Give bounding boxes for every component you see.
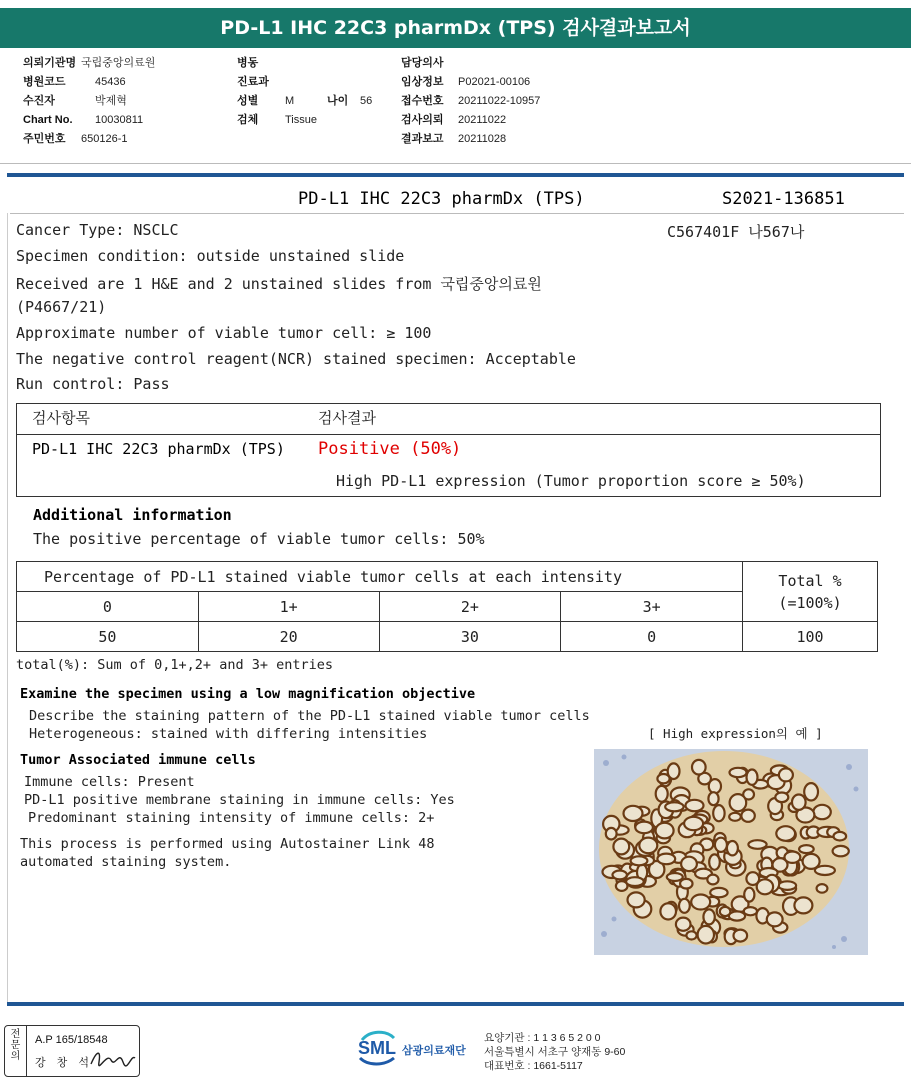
process-line-2: automated staining system.: [20, 854, 232, 870]
intensity-2-header: 2+: [379, 592, 561, 622]
result-box-divider: [17, 434, 880, 435]
stained-cell: [626, 877, 644, 886]
header-divider: [0, 163, 911, 164]
stained-cell: [692, 760, 706, 775]
report-date-value: 20211028: [458, 133, 507, 145]
clinical-info-label: 임상정보: [401, 76, 444, 88]
resident-no-label: 주민번호: [23, 133, 66, 145]
pathologist-stamp: [4, 1025, 140, 1077]
stamp-vertical-label: [5, 1026, 27, 1076]
hospital-code-label: 병원코드: [23, 76, 66, 88]
stained-cell: [686, 800, 704, 811]
stained-cell: [624, 806, 643, 821]
run-control: Run control: Pass: [16, 375, 170, 393]
stained-cell: [665, 802, 683, 811]
stained-cell: [676, 918, 691, 931]
stained-cell: [775, 793, 788, 803]
stained-cell: [713, 805, 724, 821]
process-line-1: This process is performed using Autostainer Link 48: [20, 836, 435, 852]
result-header-item: 검사항목: [32, 409, 90, 427]
patient-label: 수진자: [23, 95, 55, 107]
stained-cell: [813, 805, 830, 819]
header-col-2: [237, 54, 372, 130]
intensity-0-header: 0: [17, 592, 199, 622]
bottom-rule-bar: [7, 1002, 904, 1006]
sml-logo-name: 삼광의료재단: [402, 1044, 466, 1057]
stained-cell: [656, 823, 674, 839]
stained-cell: [804, 783, 818, 800]
stained-cell: [656, 786, 668, 802]
stained-cell: [779, 768, 793, 781]
stained-cell: [613, 839, 629, 855]
specimen-value: Tissue: [285, 114, 317, 126]
age-value: 56: [360, 95, 373, 107]
stained-cell: [815, 866, 835, 875]
intensity-0-value: 50: [17, 622, 199, 652]
table-note: total(%): Sum of 0,1+,2+ and 3+ entries: [16, 657, 333, 673]
left-margin-rule: [7, 213, 8, 1003]
viable-tumor-cells: Approximate number of viable tumor cell: ≥ 100: [16, 324, 432, 342]
clinical-info-value: P02021-00106: [458, 76, 531, 88]
resident-no-value: 650126-1: [81, 133, 128, 145]
stained-cell: [747, 770, 758, 785]
stained-cell: [767, 912, 783, 926]
footer-line-3: 대표번호 : 1661-5117: [484, 1060, 583, 1072]
footer-line-2: 서울특별시 서초구 양재동 9-60: [484, 1046, 626, 1058]
receipt-no-label: 접수번호: [401, 95, 444, 107]
sml-logo: [356, 1030, 466, 1070]
stained-cell: [691, 895, 710, 910]
stained-cell: [709, 779, 721, 793]
received-slides: Received are 1 H&E and 2 unstained slides from 국립중앙의료원: [16, 275, 542, 293]
header-col-3: [401, 54, 540, 149]
examine-heading: Examine the specimen using a low magnification objective: [20, 686, 476, 702]
footer-line-1: 요양기관 : 1 1 3 6 5 2 0 0: [484, 1032, 601, 1044]
receipt-no-value: 20211022-10957: [458, 95, 541, 107]
stained-cell: [616, 881, 628, 891]
specimen-codes: C567401F 나567나: [667, 223, 805, 241]
result-positive: Positive (50%): [318, 439, 462, 459]
stained-cell: [833, 846, 849, 856]
total-header-cell: [743, 562, 878, 622]
total-header-1: Total %: [778, 571, 842, 590]
hospital-code-value: 45436: [95, 76, 126, 88]
stained-cell: [757, 879, 773, 894]
stained-cell: [657, 854, 675, 865]
ward-label: 병동: [237, 57, 259, 69]
intensity-1-value: 20: [198, 622, 379, 652]
report-date-label: 결과보고: [401, 133, 444, 145]
stained-cell: [729, 813, 741, 821]
stained-cell: [707, 875, 718, 885]
sml-logo-mark: SML: [358, 1038, 396, 1058]
total-value: 100: [743, 622, 878, 652]
stained-cell: [660, 903, 676, 919]
high-expression-micrograph: [594, 749, 868, 955]
request-date-label: 검사의뢰: [401, 114, 444, 126]
stained-cell: [635, 822, 653, 834]
stained-cell: [792, 795, 806, 810]
patient-value: 박제혁: [95, 95, 127, 107]
stamp-name: 강 창 석: [35, 1057, 93, 1069]
body-top-divider: [10, 213, 904, 214]
stained-cell: [799, 845, 814, 853]
intensity-2-value: 30: [379, 622, 561, 652]
test-name-heading: PD-L1 IHC 22C3 pharmDx (TPS): [298, 189, 585, 209]
stained-cell: [715, 838, 727, 852]
report-title: PD-L1 IHC 22C3 pharmDx (TPS) 검사결과보고서: [0, 8, 911, 48]
stained-cell: [613, 871, 627, 880]
stained-cell: [734, 930, 748, 942]
stained-cell: [730, 768, 747, 777]
result-item-name: PD-L1 IHC 22C3 pharmDx (TPS): [32, 440, 285, 458]
stained-cell: [744, 888, 754, 902]
examine-line-2: Heterogeneous: stained with differing intensities: [29, 726, 428, 742]
stained-cell: [744, 907, 757, 915]
intensity-table-header: Percentage of PD-L1 stained viable tumor cells at each intensity: [17, 562, 743, 592]
examine-line-1: Describe the staining pattern of the PD-L1 stained viable tumor cells: [29, 708, 590, 724]
stained-cell: [680, 879, 692, 889]
footer-info: [484, 1031, 625, 1073]
chart-no-value: 10030811: [95, 114, 144, 126]
immune-line-3: Predominant staining intensity of immune cells: 2+: [28, 810, 435, 826]
stained-cell: [628, 892, 645, 907]
ncr-result: The negative control reagent(NCR) stained specimen: Acceptable: [16, 350, 576, 368]
stamp-license: A.P 165/18548: [35, 1034, 108, 1046]
stained-cell: [606, 828, 617, 840]
doctor-label: 담당의사: [401, 57, 444, 69]
top-rule-bar: [7, 173, 904, 177]
stained-cell: [727, 841, 738, 855]
stained-cell: [785, 852, 801, 863]
report-id: S2021-136851: [722, 189, 845, 209]
specimen-label: 검체: [237, 114, 259, 126]
stamp-vertical-text: 전문의: [10, 1029, 21, 1062]
stained-cell: [779, 881, 797, 890]
stained-cell: [679, 899, 690, 913]
chart-no-label: Chart No.: [23, 114, 73, 126]
stained-cell: [686, 931, 696, 939]
stained-cell: [708, 792, 718, 805]
stained-cell: [681, 857, 697, 871]
stained-cell: [817, 884, 828, 893]
stained-cell: [730, 794, 747, 811]
specimen-condition: Specimen condition: outside unstained slide: [16, 247, 405, 265]
stained-cell: [639, 838, 657, 854]
stained-cell: [667, 873, 683, 881]
additional-info-text: The positive percentage of viable tumor cells: 50%: [33, 530, 485, 548]
stained-cell: [776, 826, 795, 841]
header-col-1: [23, 54, 155, 149]
stained-cell: [794, 897, 812, 913]
total-header-2: (=100%): [778, 593, 842, 612]
stained-cell: [741, 810, 754, 822]
stained-cell: [668, 763, 680, 779]
intensity-3-value: 0: [561, 622, 743, 652]
intensity-1-header: 1+: [198, 592, 379, 622]
sex-label: 성별: [237, 95, 259, 107]
received-id: (P4667/21): [16, 298, 107, 316]
immune-heading: Tumor Associated immune cells: [20, 752, 256, 768]
intensity-3-header: 3+: [561, 592, 743, 622]
stained-cell: [703, 909, 714, 924]
signature-scribble: [89, 1046, 137, 1070]
additional-info-heading: Additional information: [33, 506, 232, 524]
intensity-table: [16, 561, 878, 652]
age-label: 나이: [327, 95, 349, 107]
result-header-result: 검사결과: [318, 409, 376, 427]
request-date-value: 20211022: [458, 114, 507, 126]
example-caption: [ High expression의 예 ]: [648, 726, 823, 741]
stained-cell: [748, 840, 766, 849]
stained-cell: [631, 856, 648, 865]
stained-cell: [720, 907, 731, 916]
result-expression: High PD-L1 expression (Tumor proportion score ≥ 50%): [336, 472, 806, 490]
immune-line-2: PD-L1 positive membrane staining in immune cells: Yes: [24, 792, 455, 808]
stained-cell: [698, 926, 714, 944]
immune-line-1: Immune cells: Present: [24, 774, 195, 790]
sex-value: M: [285, 95, 295, 107]
cancer-type: Cancer Type: NSCLC: [16, 221, 179, 239]
stained-cell: [684, 817, 703, 830]
dept-label: 진료과: [237, 76, 269, 88]
institution-value: 국립중앙의료원: [81, 57, 156, 69]
stained-cell: [834, 832, 847, 841]
institution-label: 의뢰기관명: [23, 57, 77, 69]
